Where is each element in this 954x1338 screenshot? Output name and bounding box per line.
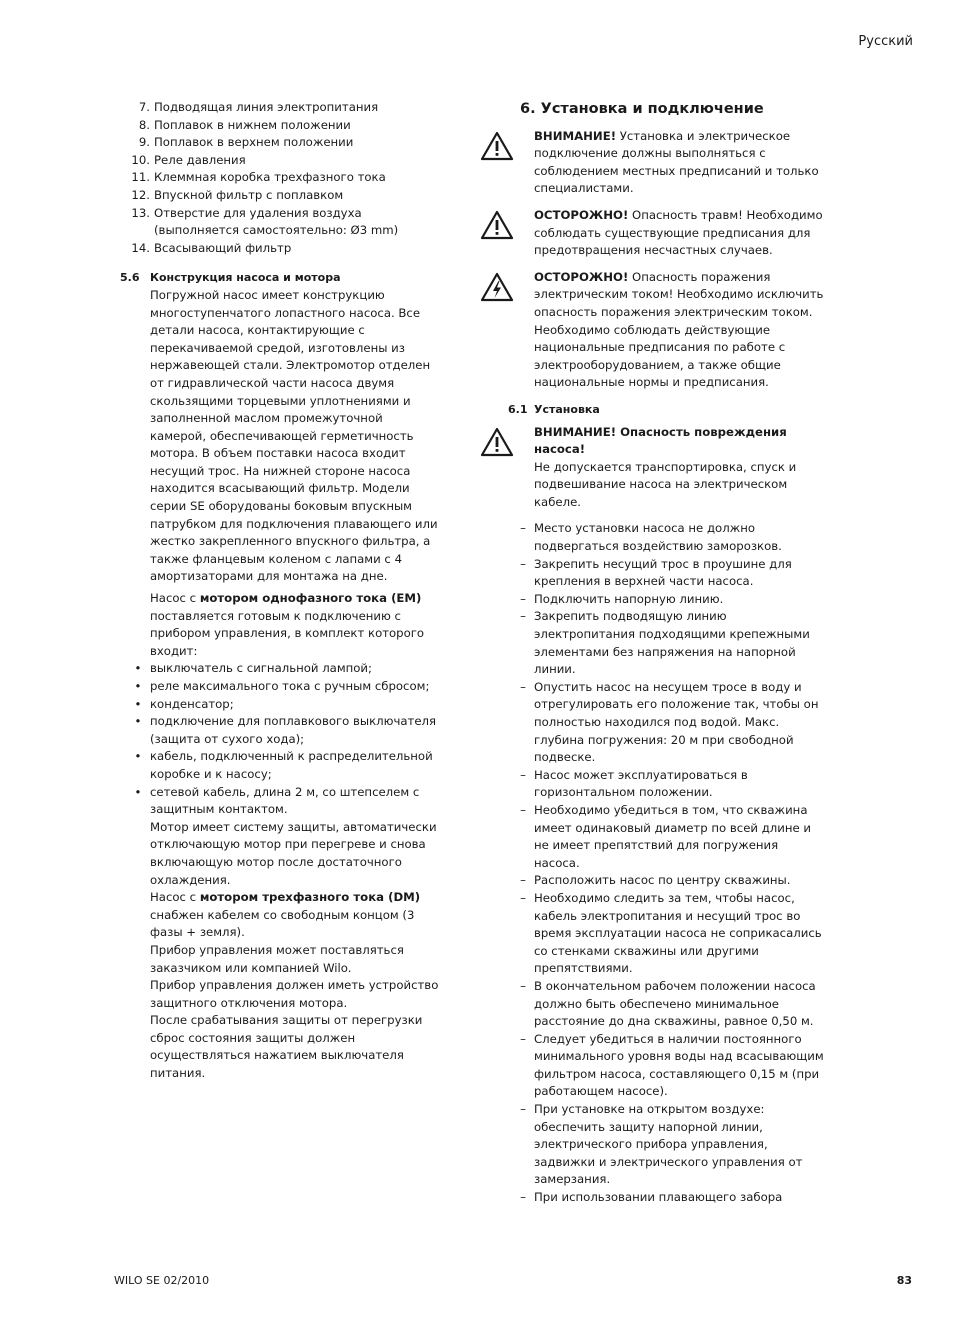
list-item: – Опустить насос на несущем тросе в воду и отрегулировать его положение так, чтобы он полностью находился под водой. Макс. глубина погружения: 20 м при свободной подвеске.: [480, 679, 825, 767]
section-number: 5.6: [120, 271, 140, 285]
section-body: [120, 287, 440, 660]
bullet-marker: •: [134, 661, 142, 676]
bullet-marker: •: [134, 714, 142, 729]
list-item: • реле максимального тока с ручным сбросом;: [120, 678, 440, 696]
paragraph: Мотор имеет систему защиты, автоматически отключающую мотор при перегреве и снова включающую мотор после достаточного охлаждения.: [150, 819, 437, 887]
list-item: – В окончательном рабочем положении насоса должно быть обеспечено минимальное расстояние до дна скважины, равное 0,50 м.: [480, 978, 825, 1031]
dash-marker: –: [520, 890, 526, 905]
warning-text: ОСТОРОЖНО! Опасность травм! Необходимо соблюдать существующие предписания для предотвращения несчастных случаев.: [534, 207, 823, 258]
list-item: • подключение для поплавкового выключателя (защита от сухого хода);: [120, 713, 440, 748]
dash-marker: –: [520, 802, 526, 817]
list-item: – При установке на открытом воздухе: обеспечить защиту напорной линии, электрического прибора управления, задвижки и электрического управления от замерзания.: [480, 1101, 825, 1189]
section-body-continued: [120, 819, 440, 1083]
warning-triangle-icon: [480, 128, 534, 198]
dash-marker: –: [520, 521, 526, 536]
list-item: 11. Клеммная коробка трехфазного тока: [131, 170, 386, 185]
legend-list: [120, 99, 440, 257]
list-item: – При использовании плавающего забора: [480, 1189, 825, 1207]
list-item: • сетевой кабель, длина 2 м, со штепселем с защитным контактом.: [120, 784, 440, 819]
list-item: 13. Отверстие для удаления воздуха (выполняется самостоятельно: Ø3 mm): [131, 205, 399, 238]
dash-marker: –: [520, 1190, 526, 1205]
paragraph: Насос с мотором однофазного тока (EM) поставляется готовым к подключению с прибором управления, в комплект которого входит:: [150, 591, 425, 658]
warning-text: ВНИМАНИЕ! Установка и электрическое подключение должны выполняться с соблюдением местных предписаний и только специалистами.: [534, 128, 819, 196]
footer-publisher: WILO SE 02/2010: [114, 1274, 210, 1287]
bullet-marker: •: [134, 696, 142, 711]
page-number: 83: [896, 1274, 912, 1287]
list-item: 10. Реле давления: [131, 152, 246, 167]
bullet-list: [120, 660, 440, 818]
dash-marker: –: [520, 767, 526, 782]
warning-triangle-icon: [480, 207, 534, 260]
page-language: Русский: [858, 34, 913, 49]
list-item: 8. Поплавок в нижнем положении: [138, 117, 351, 132]
list-item: – Закрепить подводящую линию электропитания подходящими крепежными элементами без напряжения на напорной линии.: [480, 608, 825, 678]
subsection-heading: [508, 401, 825, 419]
left-column: [120, 99, 440, 1083]
bullet-marker: •: [134, 784, 142, 799]
list-item: • выключатель с сигнальной лампой;: [120, 660, 440, 678]
list-item: – Закрепить несущий трос в проушине для крепления в верхней части насоса.: [480, 556, 825, 591]
paragraph: Прибор управления должен иметь устройство защитного отключения мотора.: [150, 978, 439, 1010]
electric-hazard-icon: [480, 269, 534, 392]
section-title: Конструкция насоса и мотора: [150, 271, 341, 285]
list-item: 9. Поплавок в верхнем положении: [138, 135, 354, 150]
warning-block: [480, 207, 825, 260]
list-item: – Следует убедиться в наличии постоянного минимального уровня воды над всасывающим фильтром насоса, составляющего 0,15 м (при работающем насосе).: [480, 1031, 825, 1101]
list-item: – Необходимо следить за тем, чтобы насос, кабель электропитания и несущий трос во время эксплуатации насоса не соприкасались со стенками скважины или другими препятствиями.: [480, 890, 825, 978]
dash-marker: –: [520, 1102, 526, 1117]
paragraph: После срабатывания защиты от перегрузки сброс состояния защиты должен осуществляться нажатием выключателя питания.: [150, 1013, 423, 1081]
section-heading: [120, 269, 440, 287]
dash-marker: –: [520, 873, 526, 888]
bullet-marker: •: [134, 679, 142, 693]
dash-marker: –: [520, 591, 526, 606]
dash-marker: –: [520, 679, 526, 694]
warning-text: ОСТОРОЖНО! Опасность поражения электрическим током! Необходимо исключить опасность поражения электрическим током. Необходимо соблюдать действующие национальные предписания по работе с электрооборудованием, а также общие национальные нормы и предписания.: [534, 269, 824, 390]
warning-block: [480, 128, 825, 198]
dash-marker: –: [520, 978, 526, 993]
paragraph: Погружной насос имеет конструкцию многоступенчатого лопастного насоса. Все детали насоса, контактирующие с перекачиваемой средой, изготовлены из нержавеющей стали. Электромотор отделен от гидравлической части насоса двумя скользящими торцевыми уплотнениями и заполненной маслом промежуточной камерой, обеспечивающей герметичность мотора. В объем поставки насоса входит несущий трос. На нижней стороне насоса находится всасывающий фильтр. Модели серии SE оборудованы боковым впускным патрубком для подключения плавающего или жестко закрепленного впускного фильтра, а также фланцевым коленом с лапами с 4 амортизаторами для монтажа на дне.: [150, 287, 438, 584]
list-item: 12. Впускной фильтр с поплавком: [131, 187, 344, 202]
right-column: [480, 101, 825, 1207]
paragraph: Прибор управления может поставляться заказчиком или компанией Wilo.: [150, 942, 404, 975]
warning-block: [480, 424, 825, 512]
list-item: – Подключить напорную линию.: [480, 591, 825, 609]
warning-text: ВНИМАНИЕ! Опасность повреждения насоса! Не допускается транспортировка, спуск и подвешивание насоса на электрическом кабеле.: [534, 424, 797, 509]
chapter-heading: 6. Установка и подключение: [520, 101, 764, 117]
warning-block: [480, 269, 825, 392]
list-item: 14. Всасывающий фильтр: [131, 240, 292, 255]
dash-marker: –: [520, 609, 526, 624]
list-item: – Место установки насоса не должно подвергаться воздействию заморозков.: [480, 520, 825, 555]
subsection-number: 6.1: [508, 402, 528, 416]
paragraph: Насос с мотором трехфазного тока (DM) снабжен кабелем со свободным концом (3 фазы + земля).: [150, 890, 421, 940]
list-item: 7. Подводящая линия электропитания: [138, 100, 379, 114]
dash-marker: –: [520, 1031, 526, 1046]
subsection-title: Установка: [534, 402, 600, 416]
list-item: • конденсатор;: [120, 696, 440, 714]
list-item: – Расположить насос по центру скважины.: [480, 872, 825, 890]
list-item: • кабель, подключенный к распределительной коробке и к насосу;: [120, 748, 440, 783]
instruction-list: [480, 520, 825, 1206]
bullet-marker: •: [134, 749, 142, 764]
warning-triangle-icon: [480, 424, 534, 512]
list-item: – Насос может эксплуатироваться в горизонтальном положении.: [480, 767, 825, 802]
list-item: – Необходимо убедиться в том, что скважина имеет одинаковый диаметр по всей длине и не имеет препятствий для погружения насоса.: [480, 802, 825, 872]
dash-marker: –: [520, 556, 526, 571]
